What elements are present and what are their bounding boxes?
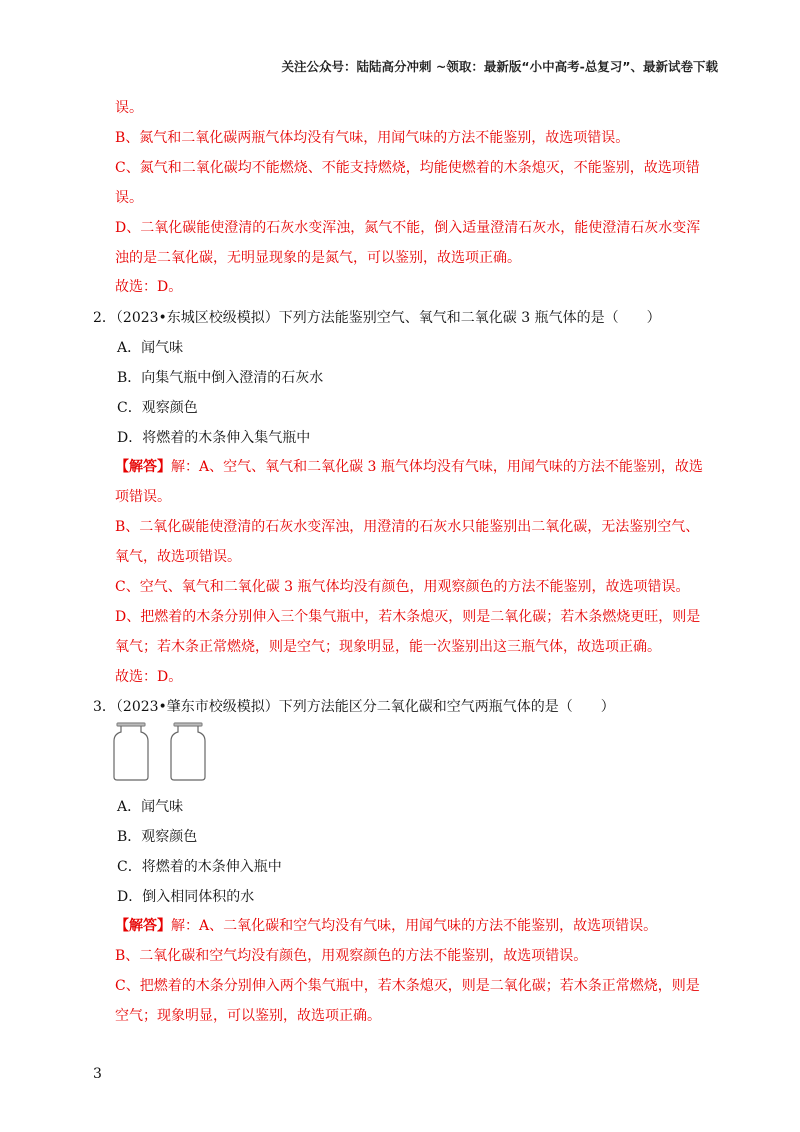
gas-bottles-figure bbox=[112, 721, 232, 787]
q1-line-2: B、氮气和二氧化碳两瓶气体均没有气味，用闻气味的方法不能鉴别，故选项错误。 bbox=[115, 130, 630, 146]
page-number: 3 bbox=[93, 1066, 102, 1082]
gas-bottles-illustration bbox=[112, 721, 232, 783]
q3-option-c: C．将燃着的木条伸入瓶中 bbox=[117, 859, 282, 875]
q2-answer-line: 项错误。 bbox=[115, 489, 171, 505]
q2-option-c: C．观察颜色 bbox=[117, 400, 198, 416]
q2-option-a: A．闻气味 bbox=[117, 340, 184, 356]
q1-line-1: 误。 bbox=[115, 100, 143, 116]
q2-answer-line: D、把燃着的木条分别伸入三个集气瓶中，若木条熄灭，则是二氧化碳；若木条燃烧更旺，则是 bbox=[115, 609, 701, 625]
q2-answer-first-line bbox=[115, 456, 703, 476]
q3-option-b: B．观察颜色 bbox=[117, 829, 198, 845]
q2-answer-line: 氧气；若木条正常燃烧，则是空气；现象明显，能一次鉴别出这三瓶气体，故选项正确。 bbox=[115, 639, 661, 655]
q3-answer-line: B、二氧化碳和空气均没有颜色，用观察颜色的方法不能鉴别，故选项错误。 bbox=[115, 948, 588, 964]
q1-line-6: 浊的是二氧化碳，无明显现象的是氮气，可以鉴别，故选项正确。 bbox=[115, 250, 521, 266]
q3-stem: 3．（2023•肇东市校级模拟）下列方法能区分二氧化碳和空气两瓶气体的是（ ） bbox=[93, 699, 615, 715]
q3-answer-line: 空气；现象明显，可以鉴别，故选项正确。 bbox=[115, 1008, 381, 1024]
q2-stem: 2．（2023•东城区校级模拟）下列方法能鉴别空气、氧气和二氧化碳 3 瓶气体的是（ ） bbox=[93, 310, 661, 326]
q1-line-3: C、氮气和二氧化碳均不能燃烧、不能支持燃烧，均能使燃着的木条熄灭，不能鉴别，故选项错 bbox=[115, 160, 700, 176]
q3-answer-line: C、把燃着的木条分别伸入两个集气瓶中，若木条熄灭，则是二氧化碳；若木条正常燃烧，则是 bbox=[115, 978, 700, 994]
page-header: 关注公众号：陆陆高分冲刺 ~领取：最新版“小中高考-总复习”、最新试卷下载 bbox=[281, 59, 718, 74]
q3-option-a: A．闻气味 bbox=[117, 799, 184, 815]
q2-answer-line: B、二氧化碳能使澄清的石灰水变浑浊，用澄清的石灰水只能鉴别出二氧化碳，无法鉴别空气、 bbox=[115, 519, 700, 535]
q3-answer-tag: 【解答】 bbox=[115, 918, 171, 934]
q2-answer-line: C、空气、氧气和二氧化碳 3 瓶气体均没有颜色，用观察颜色的方法不能鉴别，故选项错误。 bbox=[115, 579, 690, 595]
q1-line-4: 误。 bbox=[115, 190, 143, 206]
q1-line-5: D、二氧化碳能使澄清的石灰水变浑浊，氮气不能，倒入适量澄清石灰水，能使澄清石灰水变浑 bbox=[115, 220, 701, 236]
q2-answer-tag: 【解答】 bbox=[115, 459, 171, 475]
q2-option-b: B．向集气瓶中倒入澄清的石灰水 bbox=[117, 370, 324, 386]
q2-answer-text: 解：A、空气、氧气和二氧化碳 3 瓶气体均没有气味，用闻气味的方法不能鉴别，故选 bbox=[171, 459, 703, 475]
q2-option-d: D．将燃着的木条伸入集气瓶中 bbox=[117, 430, 311, 446]
q2-conclusion: 故选：D。 bbox=[115, 669, 183, 685]
q1-conclusion: 故选：D。 bbox=[115, 279, 183, 295]
q3-option-d: D．倒入相同体积的水 bbox=[117, 889, 255, 905]
q3-answer-first-line bbox=[115, 915, 657, 935]
q2-answer-line: 氧气，故选项错误。 bbox=[115, 549, 241, 565]
q3-answer-text: 解：A、二氧化碳和空气均没有气味，用闻气味的方法不能鉴别，故选项错误。 bbox=[171, 918, 658, 934]
